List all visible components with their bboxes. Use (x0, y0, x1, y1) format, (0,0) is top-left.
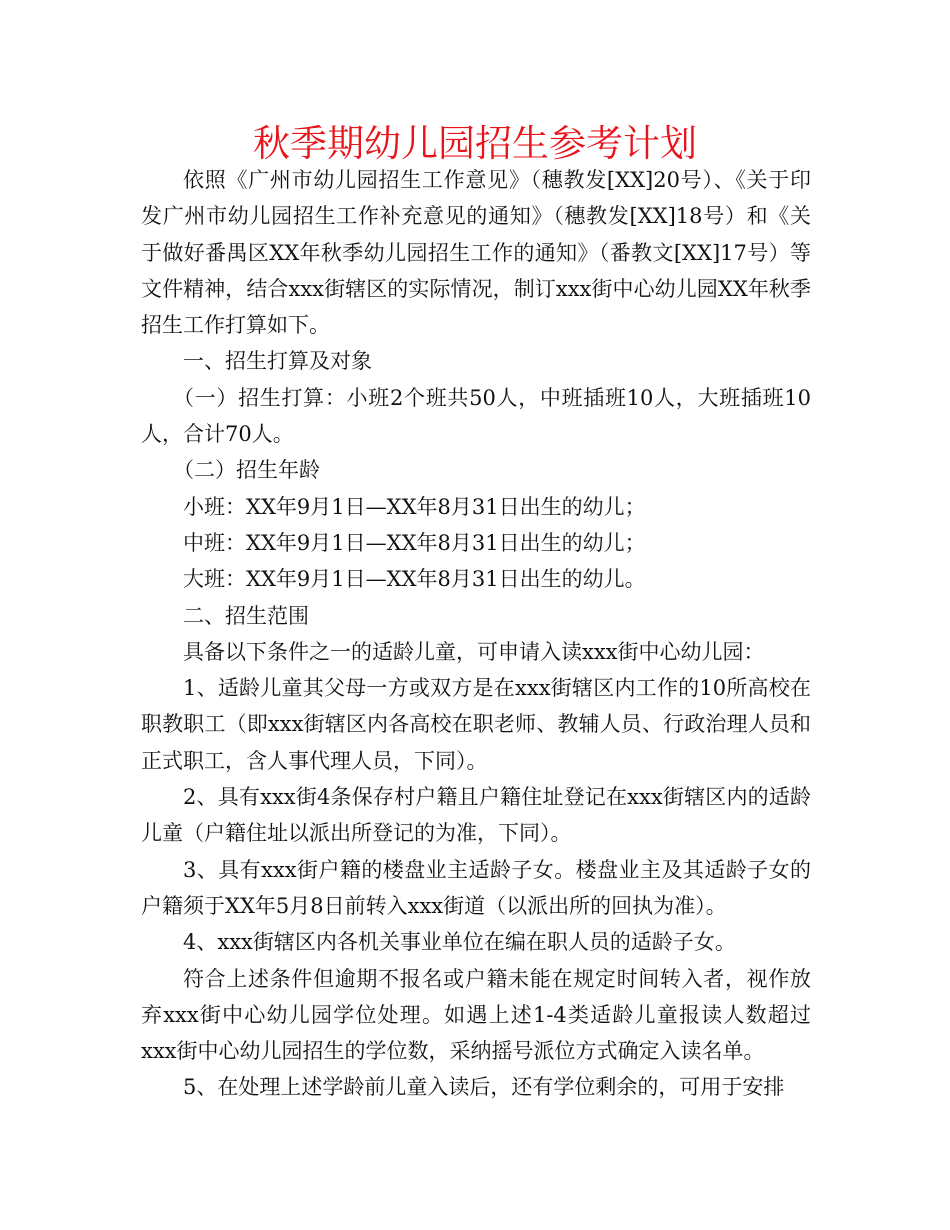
document-title: 秋季期幼儿园招生参考计划 (253, 122, 697, 165)
scope-note: 符合上述条件但逾期不报名或户籍未能在规定时间转入者，视作放弃xxx街中心幼儿园学位处理。如遇上述1-4类适龄儿童报读人数超过xxx街中心幼儿园招生的学位数，采纳摇号派位方式确定入读名单。 (141, 966, 811, 1064)
age-large-class: 大班：XX年9月1日—XX年8月31日出生的幼儿。 (183, 567, 646, 592)
section-heading-plan: 一、招生打算及对象 (183, 349, 372, 374)
plan-item-age-heading: （二）招生年龄 (173, 458, 320, 483)
age-small-class: 小班：XX年9月1日—XX年8月31日出生的幼儿； (183, 494, 646, 519)
scope-item-5: 5、在处理上述学龄前儿童入读后，还有学位剩余的，可用于安排 (183, 1075, 785, 1100)
plan-item-quota: （一）招生打算：小班2个班共50人，中班插班10人，大班插班10人，合计70人。 (141, 385, 811, 447)
scope-item-1: 1、适龄儿童其父母一方或双方是在xxx街辖区内工作的10所高校在职教职工（即xxx街辖区内各高校在职老师、教辅人员、行政治理人员和正式职工，含人事代理人员，下同）。 (141, 676, 811, 773)
scope-intro: 具备以下条件之一的适龄儿童，可申请入读xxx街中心幼儿园： (183, 639, 765, 664)
age-middle-class: 中班：XX年9月1日—XX年8月31日出生的幼儿； (183, 530, 646, 555)
section-heading-scope: 二、招生范围 (183, 603, 309, 628)
document-body (141, 162, 811, 1106)
scope-item-4: 4、xxx街辖区内各机关事业单位在编在职人员的适龄子女。 (183, 930, 736, 955)
intro-paragraph: 依照《广州市幼儿园招生工作意见》（穗教发[XX]20号）、《关于印发广州市幼儿园招生工作补充意见的通知》（穗教发[XX]18号）和《关于做好番禺区XX年秋季幼儿园招生工作的通知》（番教文[XX]17号）等文件精神，结合xxx街辖区的实际情况，制订xxx街中心幼儿园XX年秋季招生工作打算如下。 (141, 168, 811, 338)
scope-item-2: 2、具有xxx街4条保存村户籍且户籍住址登记在xxx街辖区内的适龄儿童（户籍住址以派出所登记的为准，下同）。 (141, 785, 811, 846)
scope-item-3: 3、具有xxx街户籍的楼盘业主适龄子女。楼盘业主及其适龄子女的户籍须于XX年5月8日前转入xxx街道（以派出所的回执为准）。 (141, 857, 811, 918)
